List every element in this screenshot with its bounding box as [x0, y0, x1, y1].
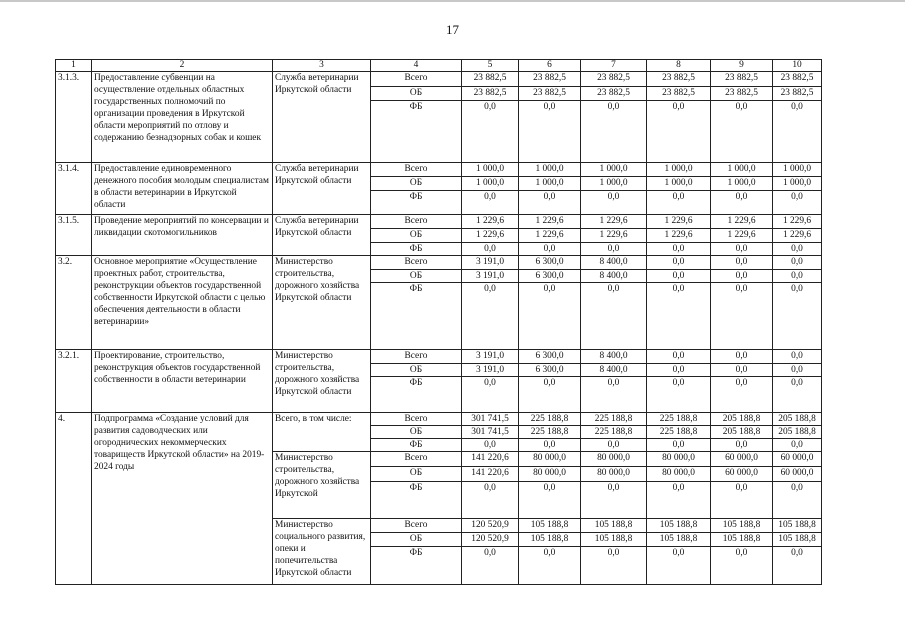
- value-cell-year-3: 105 188,8: [581, 533, 647, 547]
- table-row: [56, 256, 822, 270]
- funding-source: ОБ: [371, 270, 462, 283]
- value-cell-year-1: 3 191,0: [462, 364, 519, 377]
- executor-cell: Министерство строительства, дорожного хозяйства Иркутской области: [273, 350, 371, 413]
- value-cell-year-4: 23 882,5: [647, 87, 711, 101]
- value-cell-year-3: 0,0: [581, 101, 647, 163]
- value-cell-year-2: 225 188,8: [519, 426, 581, 439]
- value-cell-year-4: 0,0: [647, 256, 711, 270]
- header-cell-5: 5: [462, 60, 519, 72]
- value-cell-year-6: 0,0: [773, 350, 822, 364]
- value-cell-year-5: 1 000,0: [711, 163, 773, 177]
- value-cell-year-2: 80 000,0: [519, 467, 581, 482]
- value-cell-year-5: 1 229,6: [711, 229, 773, 243]
- value-cell-year-4: 225 188,8: [647, 413, 711, 426]
- value-cell-year-5: 205 188,8: [711, 413, 773, 426]
- header-cell-1: 1: [56, 60, 92, 72]
- value-cell-year-3: 0,0: [581, 243, 647, 256]
- value-cell-year-1: 0,0: [462, 377, 519, 413]
- value-cell-year-1: 0,0: [462, 283, 519, 350]
- value-cell-year-6: 0,0: [773, 482, 822, 519]
- value-cell-year-4: 80 000,0: [647, 452, 711, 467]
- value-cell-year-2: 1 229,6: [519, 229, 581, 243]
- value-cell-year-2: 23 882,5: [519, 87, 581, 101]
- value-cell-year-5: 0,0: [711, 439, 773, 452]
- value-cell-year-1: 1 229,6: [462, 215, 519, 229]
- header-cell-9: 9: [711, 60, 773, 72]
- value-cell-year-5: 0,0: [711, 270, 773, 283]
- value-cell-year-4: 0,0: [647, 364, 711, 377]
- value-cell-year-1: 301 741,5: [462, 426, 519, 439]
- value-cell-year-6: 105 188,8: [773, 533, 822, 547]
- value-cell-year-3: 80 000,0: [581, 452, 647, 467]
- value-cell-year-5: 0,0: [711, 101, 773, 163]
- value-cell-year-1: 23 882,5: [462, 72, 519, 87]
- funding-source: ОБ: [371, 426, 462, 439]
- value-cell-year-5: 0,0: [711, 547, 773, 585]
- value-cell-year-6: 0,0: [773, 101, 822, 163]
- item-number: 3.1.3.: [56, 72, 92, 163]
- value-cell-year-6: 23 882,5: [773, 87, 822, 101]
- value-cell-year-2: 6 300,0: [519, 364, 581, 377]
- value-cell-year-2: 0,0: [519, 377, 581, 413]
- header-row: [56, 60, 822, 72]
- item-number: 3.2.1.: [56, 350, 92, 413]
- value-cell-year-4: 0,0: [647, 283, 711, 350]
- value-cell-year-3: 225 188,8: [581, 426, 647, 439]
- funding-source: Всего: [371, 413, 462, 426]
- value-cell-year-3: 1 229,6: [581, 229, 647, 243]
- funding-source: ОБ: [371, 364, 462, 377]
- executor-cell: Служба ветеринарии Иркутской области: [273, 72, 371, 163]
- value-cell-year-2: 1 000,0: [519, 177, 581, 191]
- value-cell-year-2: 80 000,0: [519, 452, 581, 467]
- value-cell-year-6: 0,0: [773, 283, 822, 350]
- value-cell-year-1: 141 220,6: [462, 467, 519, 482]
- value-cell-year-4: 1 000,0: [647, 177, 711, 191]
- value-cell-year-4: 0,0: [647, 191, 711, 215]
- funding-source: Всего: [371, 72, 462, 87]
- value-cell-year-6: 0,0: [773, 377, 822, 413]
- funding-source: ФБ: [371, 482, 462, 519]
- header-cell-2: 2: [92, 60, 273, 72]
- value-cell-year-2: 6 300,0: [519, 270, 581, 283]
- value-cell-year-4: 225 188,8: [647, 426, 711, 439]
- value-cell-year-5: 60 000,0: [711, 452, 773, 467]
- value-cell-year-4: 0,0: [647, 377, 711, 413]
- header-cell-4: 4: [371, 60, 462, 72]
- value-cell-year-5: 205 188,8: [711, 426, 773, 439]
- value-cell-year-1: 0,0: [462, 101, 519, 163]
- value-cell-year-1: 0,0: [462, 547, 519, 585]
- funding-source: ОБ: [371, 229, 462, 243]
- value-cell-year-1: 23 882,5: [462, 87, 519, 101]
- header-cell-10: 10: [773, 60, 822, 72]
- value-cell-year-2: 0,0: [519, 243, 581, 256]
- value-cell-year-1: 1 229,6: [462, 229, 519, 243]
- value-cell-year-4: 105 188,8: [647, 519, 711, 533]
- value-cell-year-4: 105 188,8: [647, 533, 711, 547]
- value-cell-year-1: 301 741,5: [462, 413, 519, 426]
- value-cell-year-3: 8 400,0: [581, 270, 647, 283]
- value-cell-year-1: 1 000,0: [462, 163, 519, 177]
- value-cell-year-6: 205 188,8: [773, 426, 822, 439]
- value-cell-year-5: 1 000,0: [711, 177, 773, 191]
- header-cell-8: 8: [647, 60, 711, 72]
- value-cell-year-5: 23 882,5: [711, 87, 773, 101]
- funding-source: ОБ: [371, 87, 462, 101]
- executor-cell: Министерство строительства, дорожного хозяйства Иркутской: [273, 452, 371, 519]
- value-cell-year-6: 0,0: [773, 547, 822, 585]
- value-cell-year-5: 105 188,8: [711, 519, 773, 533]
- value-cell-year-1: 3 191,0: [462, 256, 519, 270]
- value-cell-year-4: 0,0: [647, 439, 711, 452]
- item-number: 3.1.4.: [56, 163, 92, 215]
- value-cell-year-3: 0,0: [581, 439, 647, 452]
- value-cell-year-6: 205 188,8: [773, 413, 822, 426]
- funding-source: ОБ: [371, 177, 462, 191]
- budget-table: [55, 59, 822, 585]
- value-cell-year-2: 0,0: [519, 439, 581, 452]
- table-row: [56, 413, 822, 426]
- value-cell-year-4: 0,0: [647, 101, 711, 163]
- value-cell-year-4: 0,0: [647, 350, 711, 364]
- value-cell-year-3: 0,0: [581, 377, 647, 413]
- header-cell-7: 7: [581, 60, 647, 72]
- value-cell-year-3: 0,0: [581, 482, 647, 519]
- value-cell-year-1: 0,0: [462, 243, 519, 256]
- item-description: Предоставление субвенции на осуществление отдельных областных государственных полномочий по организации проведения в Иркутской области мероприятий по отлову и содержанию безнадзорных собак и кошек: [92, 72, 273, 163]
- value-cell-year-5: 60 000,0: [711, 467, 773, 482]
- header-cell-6: 6: [519, 60, 581, 72]
- value-cell-year-2: 1 229,6: [519, 215, 581, 229]
- table-row: [56, 215, 822, 229]
- value-cell-year-4: 1 000,0: [647, 163, 711, 177]
- funding-source: Всего: [371, 163, 462, 177]
- value-cell-year-2: 0,0: [519, 547, 581, 585]
- value-cell-year-4: 80 000,0: [647, 467, 711, 482]
- value-cell-year-6: 60 000,0: [773, 467, 822, 482]
- value-cell-year-5: 0,0: [711, 377, 773, 413]
- value-cell-year-3: 105 188,8: [581, 519, 647, 533]
- value-cell-year-6: 0,0: [773, 243, 822, 256]
- funding-source: Всего: [371, 215, 462, 229]
- scan-top-edge: [0, 0, 905, 2]
- value-cell-year-6: 60 000,0: [773, 452, 822, 467]
- value-cell-year-4: 0,0: [647, 270, 711, 283]
- value-cell-year-5: 0,0: [711, 191, 773, 215]
- value-cell-year-4: 1 229,6: [647, 215, 711, 229]
- funding-source: ФБ: [371, 191, 462, 215]
- item-description: Основное мероприятие «Осуществление проектных работ, строительства, реконструкции объектов государственной собственности Иркутской области с целью обеспечения деятельности в области ветеринарии»: [92, 256, 273, 350]
- value-cell-year-5: 0,0: [711, 482, 773, 519]
- value-cell-year-3: 8 400,0: [581, 350, 647, 364]
- value-cell-year-1: 141 220,6: [462, 452, 519, 467]
- funding-source: ОБ: [371, 467, 462, 482]
- value-cell-year-3: 1 229,6: [581, 215, 647, 229]
- value-cell-year-4: 0,0: [647, 482, 711, 519]
- value-cell-year-4: 0,0: [647, 547, 711, 585]
- funding-source: ФБ: [371, 377, 462, 413]
- value-cell-year-6: 0,0: [773, 364, 822, 377]
- value-cell-year-1: 3 191,0: [462, 350, 519, 364]
- page-number: 17: [446, 22, 459, 37]
- value-cell-year-3: 0,0: [581, 547, 647, 585]
- value-cell-year-3: 0,0: [581, 191, 647, 215]
- executor-cell: Министерство социального развития, опеки и попечительства Иркутской области: [273, 519, 371, 585]
- item-description: Проектирование, строительство, реконструкция объектов государственной собственности в области ветеринарии: [92, 350, 273, 413]
- value-cell-year-2: 6 300,0: [519, 256, 581, 270]
- value-cell-year-5: 105 188,8: [711, 533, 773, 547]
- value-cell-year-2: 105 188,8: [519, 533, 581, 547]
- value-cell-year-1: 0,0: [462, 482, 519, 519]
- value-cell-year-5: 1 229,6: [711, 215, 773, 229]
- item-number: 3.1.5.: [56, 215, 92, 256]
- value-cell-year-5: 0,0: [711, 364, 773, 377]
- value-cell-year-6: 105 188,8: [773, 519, 822, 533]
- item-description: Предоставление единовременного денежного пособия молодым специалистам в области ветеринарии в Иркутской области: [92, 163, 273, 215]
- funding-source: ФБ: [371, 243, 462, 256]
- value-cell-year-6: 23 882,5: [773, 72, 822, 87]
- funding-source: ОБ: [371, 533, 462, 547]
- value-cell-year-2: 0,0: [519, 191, 581, 215]
- value-cell-year-5: 0,0: [711, 243, 773, 256]
- table-row: [56, 163, 822, 177]
- funding-source: ФБ: [371, 439, 462, 452]
- value-cell-year-3: 1 000,0: [581, 177, 647, 191]
- funding-source: Всего: [371, 350, 462, 364]
- value-cell-year-2: 0,0: [519, 283, 581, 350]
- value-cell-year-2: 0,0: [519, 101, 581, 163]
- value-cell-year-3: 23 882,5: [581, 87, 647, 101]
- executor-cell: Министерство строительства, дорожного хозяйства Иркутской области: [273, 256, 371, 350]
- value-cell-year-5: 0,0: [711, 256, 773, 270]
- funding-source: ФБ: [371, 101, 462, 163]
- value-cell-year-4: 23 882,5: [647, 72, 711, 87]
- executor-cell: Всего, в том числе:: [273, 413, 371, 452]
- value-cell-year-3: 0,0: [581, 283, 647, 350]
- value-cell-year-5: 0,0: [711, 283, 773, 350]
- value-cell-year-6: 1 229,6: [773, 229, 822, 243]
- value-cell-year-1: 0,0: [462, 191, 519, 215]
- value-cell-year-3: 8 400,0: [581, 364, 647, 377]
- funding-source: ФБ: [371, 547, 462, 585]
- value-cell-year-1: 1 000,0: [462, 177, 519, 191]
- value-cell-year-3: 23 882,5: [581, 72, 647, 87]
- table-row: [56, 350, 822, 364]
- value-cell-year-3: 1 000,0: [581, 163, 647, 177]
- header-cell-3: 3: [273, 60, 371, 72]
- value-cell-year-5: 23 882,5: [711, 72, 773, 87]
- value-cell-year-4: 1 229,6: [647, 229, 711, 243]
- executor-cell: Служба ветеринарии Иркутской области: [273, 215, 371, 256]
- value-cell-year-6: 0,0: [773, 191, 822, 215]
- value-cell-year-2: 0,0: [519, 482, 581, 519]
- value-cell-year-1: 120 520,9: [462, 533, 519, 547]
- value-cell-year-2: 225 188,8: [519, 413, 581, 426]
- value-cell-year-4: 0,0: [647, 243, 711, 256]
- value-cell-year-1: 120 520,9: [462, 519, 519, 533]
- value-cell-year-1: 0,0: [462, 439, 519, 452]
- funding-source: ФБ: [371, 283, 462, 350]
- table-row: [56, 72, 822, 87]
- funding-source: Всего: [371, 519, 462, 533]
- value-cell-year-6: 1 000,0: [773, 177, 822, 191]
- value-cell-year-2: 1 000,0: [519, 163, 581, 177]
- funding-source: Всего: [371, 452, 462, 467]
- item-description: Проведение мероприятий по консервации и ликвидации скотомогильников: [92, 215, 273, 256]
- value-cell-year-6: 0,0: [773, 439, 822, 452]
- value-cell-year-5: 0,0: [711, 350, 773, 364]
- value-cell-year-6: 1 229,6: [773, 215, 822, 229]
- value-cell-year-1: 3 191,0: [462, 270, 519, 283]
- value-cell-year-6: 0,0: [773, 270, 822, 283]
- item-number: 3.2.: [56, 256, 92, 350]
- value-cell-year-6: 1 000,0: [773, 163, 822, 177]
- item-number: 4.: [56, 413, 92, 585]
- value-cell-year-3: 8 400,0: [581, 256, 647, 270]
- value-cell-year-6: 0,0: [773, 256, 822, 270]
- item-description: Подпрограмма «Создание условий для развития садоводческих или огороднических некоммерческих товариществ Иркутской области» на 2019-2024 годы: [92, 413, 273, 585]
- value-cell-year-2: 105 188,8: [519, 519, 581, 533]
- executor-cell: Служба ветеринарии Иркутской области: [273, 163, 371, 215]
- value-cell-year-3: 80 000,0: [581, 467, 647, 482]
- value-cell-year-3: 225 188,8: [581, 413, 647, 426]
- value-cell-year-2: 6 300,0: [519, 350, 581, 364]
- value-cell-year-2: 23 882,5: [519, 72, 581, 87]
- funding-source: Всего: [371, 256, 462, 270]
